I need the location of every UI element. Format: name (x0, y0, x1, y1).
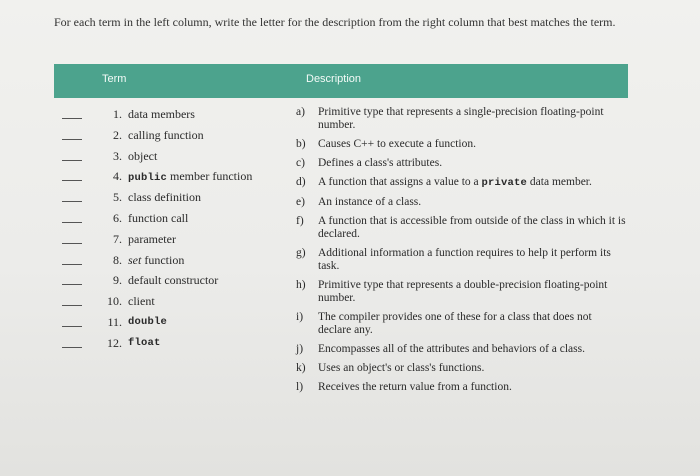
answer-blank[interactable] (62, 139, 82, 140)
term-row (62, 250, 302, 271)
description-text: A function that is accessible from outside of the class in which it is declared. (318, 215, 626, 240)
answer-blank[interactable] (62, 243, 82, 244)
answer-blank[interactable] (62, 160, 82, 161)
description-row (296, 176, 626, 190)
term-text (128, 166, 252, 188)
term-number: 2. (113, 127, 122, 142)
description-text: Uses an object's or class's functions. (318, 362, 485, 374)
term-text (128, 250, 184, 270)
term-row (62, 208, 302, 229)
term-number: 4. (113, 169, 122, 184)
term-text: calling function (128, 127, 204, 142)
answer-blank[interactable] (62, 201, 82, 202)
term-row (62, 187, 302, 208)
description-text: Receives the return value from a function. (318, 381, 512, 393)
term-number: 12. (107, 335, 122, 350)
instructions: For each term in the left column, write the letter for the description from the right column that best matches the term. (54, 15, 616, 29)
term-suffix: member function (167, 169, 253, 184)
term-row (62, 229, 302, 250)
description-row (296, 311, 626, 337)
term-row (62, 291, 302, 312)
term-suffix: function (141, 252, 185, 267)
description-letter: j) (296, 343, 304, 355)
description-text: Encompasses all of the attributes and behaviors of a class. (318, 343, 585, 355)
answer-blank[interactable] (62, 222, 82, 223)
answer-blank[interactable] (62, 326, 82, 327)
header-term: Term (102, 73, 127, 85)
description-text: An instance of a class. (318, 196, 422, 208)
answer-blank[interactable] (62, 118, 82, 119)
term-number: 5. (113, 190, 122, 205)
term-text: class definition (128, 190, 201, 205)
description-text: Defines a class's attributes. (318, 157, 443, 169)
description-text: Primitive type that represents a double-precision floating-point number. (318, 279, 608, 304)
description-row (296, 157, 626, 170)
term-text: data members (128, 107, 195, 121)
term-code: double (128, 315, 168, 328)
description-code: private (481, 177, 528, 189)
term-text: object (128, 148, 158, 163)
term-text: default constructor (128, 273, 219, 288)
description-letter: d) (296, 176, 306, 188)
description-letter: a) (296, 106, 305, 118)
term-row (62, 104, 302, 125)
description-text: Causes C++ to execute a function. (318, 138, 476, 150)
description-letter: k) (296, 362, 306, 374)
description-row (296, 247, 626, 273)
description-row (296, 343, 626, 356)
answer-blank[interactable] (62, 305, 82, 306)
term-row (62, 270, 302, 291)
description-letter: f) (296, 215, 304, 227)
description-letter: l) (296, 381, 304, 393)
table-header (54, 64, 628, 98)
description-text: The compiler provides one of these for a class that does not declare any. (318, 311, 592, 336)
term-number: 1. (113, 107, 122, 121)
description-letter: b) (296, 138, 306, 150)
term-number: 11. (107, 314, 122, 329)
description-row (296, 106, 626, 132)
term-italic: set (128, 252, 142, 267)
answer-blank[interactable] (62, 264, 82, 265)
term-code: float (128, 336, 161, 349)
description-text: Primitive type that represents a single-precision floating-point number. (318, 106, 604, 131)
description-letter: g) (296, 247, 306, 259)
header-description: Description (306, 73, 362, 85)
description-text: Additional information a function requires to help it perform its task. (318, 247, 611, 272)
term-number: 10. (107, 294, 122, 309)
description-letter: h) (296, 279, 306, 291)
descriptions-column (296, 106, 626, 400)
term-text: client (128, 294, 155, 309)
term-number: 6. (113, 210, 122, 225)
term-row (62, 166, 302, 187)
description-row (296, 138, 626, 151)
description-letter: c) (296, 157, 305, 169)
term-text: function call (128, 210, 189, 225)
term-row (62, 125, 302, 146)
term-row (62, 312, 302, 333)
term-row (62, 333, 302, 354)
description-row (296, 196, 626, 209)
description-prefix: A function that assigns a value to a (318, 176, 482, 188)
description-row (296, 362, 626, 375)
description-row (296, 381, 626, 394)
term-code: public (128, 172, 168, 185)
term-number: 9. (113, 273, 122, 288)
term-text: parameter (128, 231, 176, 246)
description-text (318, 176, 626, 190)
term-row (62, 146, 302, 167)
answer-blank[interactable] (62, 347, 82, 348)
term-number: 8. (113, 252, 122, 267)
answer-blank[interactable] (62, 284, 82, 285)
term-number: 7. (113, 231, 122, 246)
description-letter: e) (296, 196, 305, 208)
terms-column (62, 104, 302, 354)
description-row (296, 215, 626, 241)
term-number: 3. (113, 148, 122, 163)
answer-blank[interactable] (62, 180, 82, 181)
description-suffix: data member. (527, 176, 592, 188)
description-letter: i) (296, 311, 304, 323)
description-row (296, 279, 626, 305)
